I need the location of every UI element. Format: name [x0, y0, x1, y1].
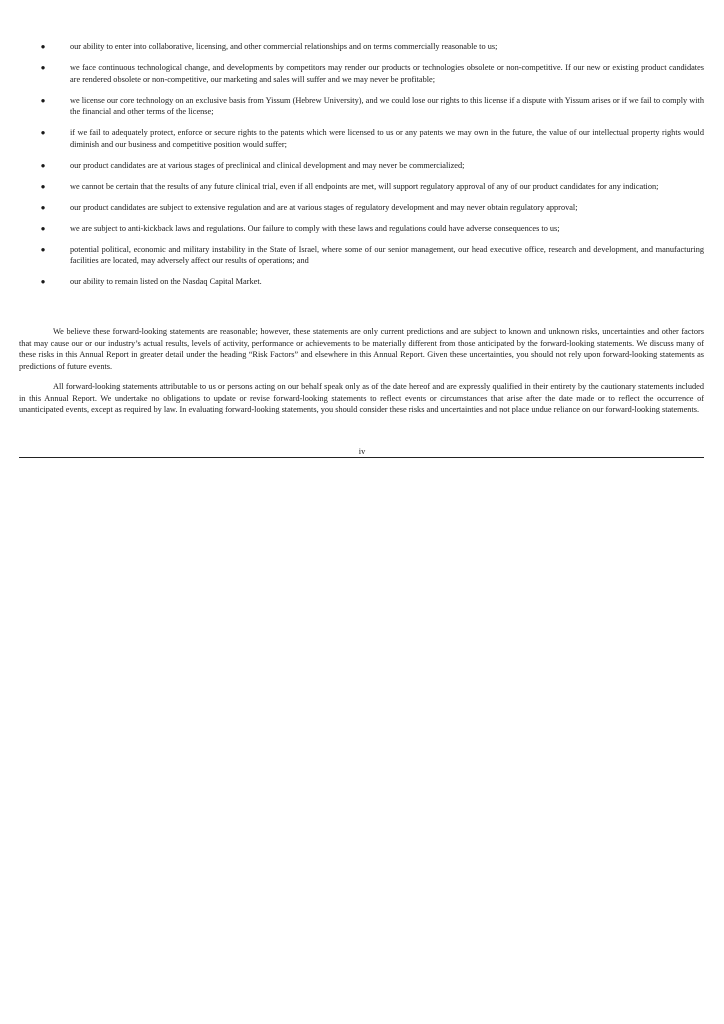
- bullet-text: if we fail to adequately protect, enforce or secure rights to the patents which were licensed to us or any patents we may own in the future, the value of our intellectual property rights would diminish and our business and competitive position would suffer;: [70, 128, 704, 149]
- bullet-item: [38, 244, 704, 267]
- bullet-icon: ●: [40, 63, 46, 72]
- bullet-icon: ●: [40, 160, 46, 170]
- paragraph-forward-looking-reasonable: We believe these forward-looking statements are reasonable; however, these statements are only current predictions and are subject to known and unknown risks, uncertainties and other factors that may cause our or our industry’s actual results, levels of activity, performance or achievements to be materially different from those anticipated by the forward-looking statements. We discuss many of these risks in this Annual Report in greater detail under the heading “Risk Factors” and elsewhere in this Annual Report. Given these uncertainties, you should not rely upon forward-looking statements as predictions of future events.: [19, 327, 704, 371]
- bullet-item: [38, 160, 704, 172]
- bullet-icon: ●: [40, 95, 46, 105]
- bullet-item: [38, 62, 704, 85]
- bullet-item: [38, 276, 704, 288]
- bullet-item: [38, 127, 704, 150]
- bullet-icon: ●: [40, 223, 46, 233]
- bullet-text: our product candidates are at various stages of preclinical and clinical development and may never be commercialized;: [70, 160, 465, 170]
- bullet-icon: ●: [40, 181, 46, 191]
- bullet-text: our ability to enter into collaborative, licensing, and other commercial relationships and on terms commercially reasonable to us;: [70, 42, 498, 51]
- bullet-item: [38, 223, 704, 235]
- bullet-text: our ability to remain listed on the Nasdaq Capital Market.: [70, 277, 262, 286]
- bullet-item: [38, 41, 704, 53]
- bullet-text: we are subject to anti-kickback laws and regulations. Our failure to comply with these laws and regulations could have adverse consequences to us;: [70, 223, 560, 233]
- bullet-item: [38, 95, 704, 118]
- bullet-item: [38, 181, 704, 193]
- bullet-text: we license our core technology on an exclusive basis from Yissum (Hebrew University), and we could lose our rights to this license if a dispute with Yissum arises or if we fail to comply with the financial and other terms of the license;: [70, 95, 704, 116]
- bullet-item: [38, 202, 704, 214]
- bullet-text: we cannot be certain that the results of any future clinical trial, even if all endpoints are met, will support regulatory approval of any of our product candidates for any indication;: [70, 181, 659, 191]
- paragraph-forward-looking-qualified: All forward-looking statements attributable to us or persons acting on our behalf speak only as of the date hereof and are expressly qualified in their entirety by the cautionary statements included in this Annual Report. We undertake no obligations to update or revise forward-looking statements to reflect events or circumstances that arise after the date made or to reflect the occurrence of unanticipated events, except as required by law. In evaluating forward-looking statements, you should consider these risks and uncertainties and not place undue reliance on our forward-looking statements.: [19, 382, 704, 414]
- bullet-text: potential political, economic and military instability in the State of Israel, where some of our senior management, our head executive office, research and development, and manufacturing facilities are located, may adversely affect our results of operations; and: [70, 244, 704, 265]
- page-bottom-rule: [19, 457, 704, 458]
- bullet-text: our product candidates are subject to extensive regulation and are at various stages of regulatory development and may never obtain regulatory approval;: [70, 202, 578, 212]
- body-paragraphs: [19, 326, 704, 425]
- bullet-text: we face continuous technological change, and developments by competitors may render our products or technologies obsolete or non-competitive. If our new or existing product candidates are rendered obsolete or non-competitive, our marketing and sales will suffer and we may never be profitable;: [70, 63, 704, 84]
- bullet-icon: ●: [40, 128, 46, 137]
- bullet-icon: ●: [40, 42, 46, 51]
- bullet-icon: ●: [40, 277, 46, 286]
- bullet-icon: ●: [40, 244, 46, 254]
- bullet-icon: ●: [40, 202, 46, 212]
- risk-bullet-list: [38, 41, 704, 297]
- page-number: iv: [358, 447, 366, 456]
